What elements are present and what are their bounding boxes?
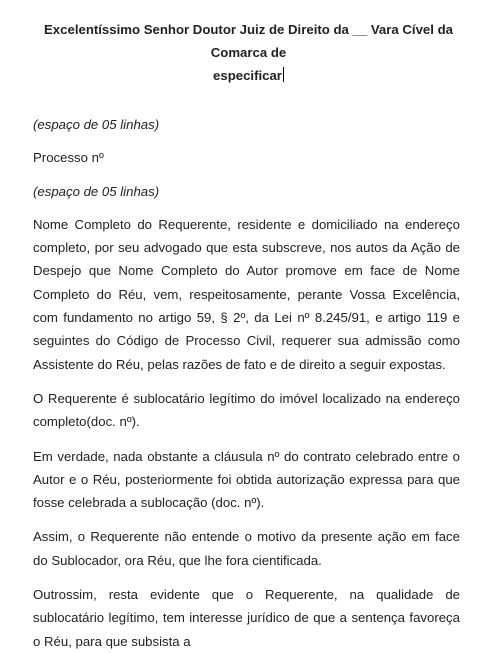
heading-line-1: Excelentíssimo Senhor Doutor Juiz de Direito da __ Vara Cível da Comarca de <box>44 22 453 60</box>
document-heading <box>33 18 460 87</box>
paragraph-interest: Outrossim, resta evidente que o Requerente, na qualidade de sublocatário legítimo, tem interesse jurídico de que a sentença favoreça o Réu, para que subsista a <box>33 587 460 649</box>
paragraph-sublessee: O Requerente é sublocatário legítimo do imóvel localizado na endereço completo(doc. nº). <box>33 390 460 430</box>
spacing-note-bottom: (espaço de 05 linhas) <box>33 183 160 199</box>
paragraph-motive: Assim, o Requerente não entende o motivo da presente ação em face do Sublocador, ora Réu, que lhe fora cientificada. <box>33 529 460 568</box>
heading-line-2: especificar <box>213 68 282 83</box>
paragraph-authorization: Em verdade, nada obstante a cláusula nº do contrato celebrado entre o Autor e o Réu, posteriormente foi obtida autorização expressa para que fosse celebrada a sublocação (doc. nº). <box>33 448 460 511</box>
process-number: Processo nº <box>33 150 104 166</box>
paragraph-petition-intro: Nome Completo do Requerente, residente e domiciliado na endereço completo, por seu advogado que esta subscreve, nos autos da Ação de Despejo que Nome Completo do Autor promove em face de Nome Completo do Réu, vem, respeitosamente, perante Vossa Excelência, com fundamento no artigo 59, § 2º, da Lei nº 8.245/91, e artigo 119 e seguintes do Código de Processo Civil, requerer sua admissão como Assistente do Réu, pelas razões de fato e de direito a seguir expostas. <box>33 216 460 372</box>
spacing-note-top: (espaço de 05 linhas) <box>33 117 160 132</box>
text-cursor <box>283 67 284 82</box>
